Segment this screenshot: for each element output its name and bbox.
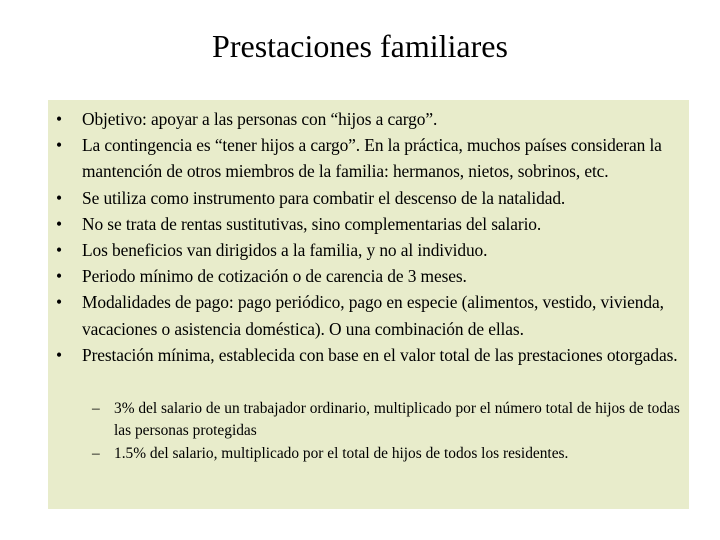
bullet-icon: • (56, 292, 62, 313)
dash-icon: – (92, 400, 100, 417)
sub-bullet-list (48, 398, 689, 467)
bullet-item (48, 132, 689, 184)
sub-bullet-item (48, 443, 689, 465)
bullet-icon: • (56, 344, 62, 365)
content-box (48, 100, 689, 509)
bullet-text: Objetivo: apoyar a las personas con “hijos a cargo”. (82, 109, 438, 129)
bullet-text: La contingencia es “tener hijos a cargo”. En la práctica, muchos países consideran la mantención de otros miembros de la familia: hermanos, nietos, sobrinos, etc. (82, 135, 662, 182)
bullet-list (48, 106, 689, 368)
slide-title: Prestaciones familiares (212, 28, 508, 64)
bullet-text: Modalidades de pago: pago periódico, pago en especie (alimentos, vestido, vivienda, vacaciones o asistencia doméstica). O una combinación de ellas. (82, 292, 664, 339)
sub-bullet-text: 1.5% del salario, multiplicado por el total de hijos de todos los residentes. (114, 445, 569, 462)
bullet-item (48, 289, 689, 341)
bullet-icon: • (56, 240, 62, 261)
bullet-text: Los beneficios van dirigidos a la familia, y no al individuo. (82, 240, 488, 261)
bullet-text: Prestación mínima, establecida con base en el valor total de las prestaciones otorgadas. (82, 344, 678, 365)
sub-bullet-text: 3% del salario de un trabajador ordinario, multiplicado por el número total de hijos de todas las personas protegidas (114, 400, 680, 439)
bullet-text: No se trata de rentas sustitutivas, sino complementarias del salario. (82, 213, 542, 234)
bullet-icon: • (56, 135, 62, 156)
bullet-icon: • (56, 266, 62, 287)
bullet-icon: • (56, 109, 62, 129)
bullet-text: Periodo mínimo de cotización o de carencia de 3 meses. (82, 266, 467, 287)
dash-icon: – (92, 445, 100, 462)
bullet-text: Se utiliza como instrumento para combatir el descenso de la natalidad. (82, 187, 566, 208)
bullet-item (48, 237, 689, 263)
bullet-item (48, 211, 689, 237)
sub-bullet-item (48, 398, 689, 441)
bullet-icon: • (56, 213, 62, 234)
bullet-icon: • (56, 187, 62, 208)
bullet-item (48, 106, 689, 132)
bullet-item (48, 185, 689, 211)
bullet-item (48, 263, 689, 289)
bullet-item (48, 342, 689, 368)
